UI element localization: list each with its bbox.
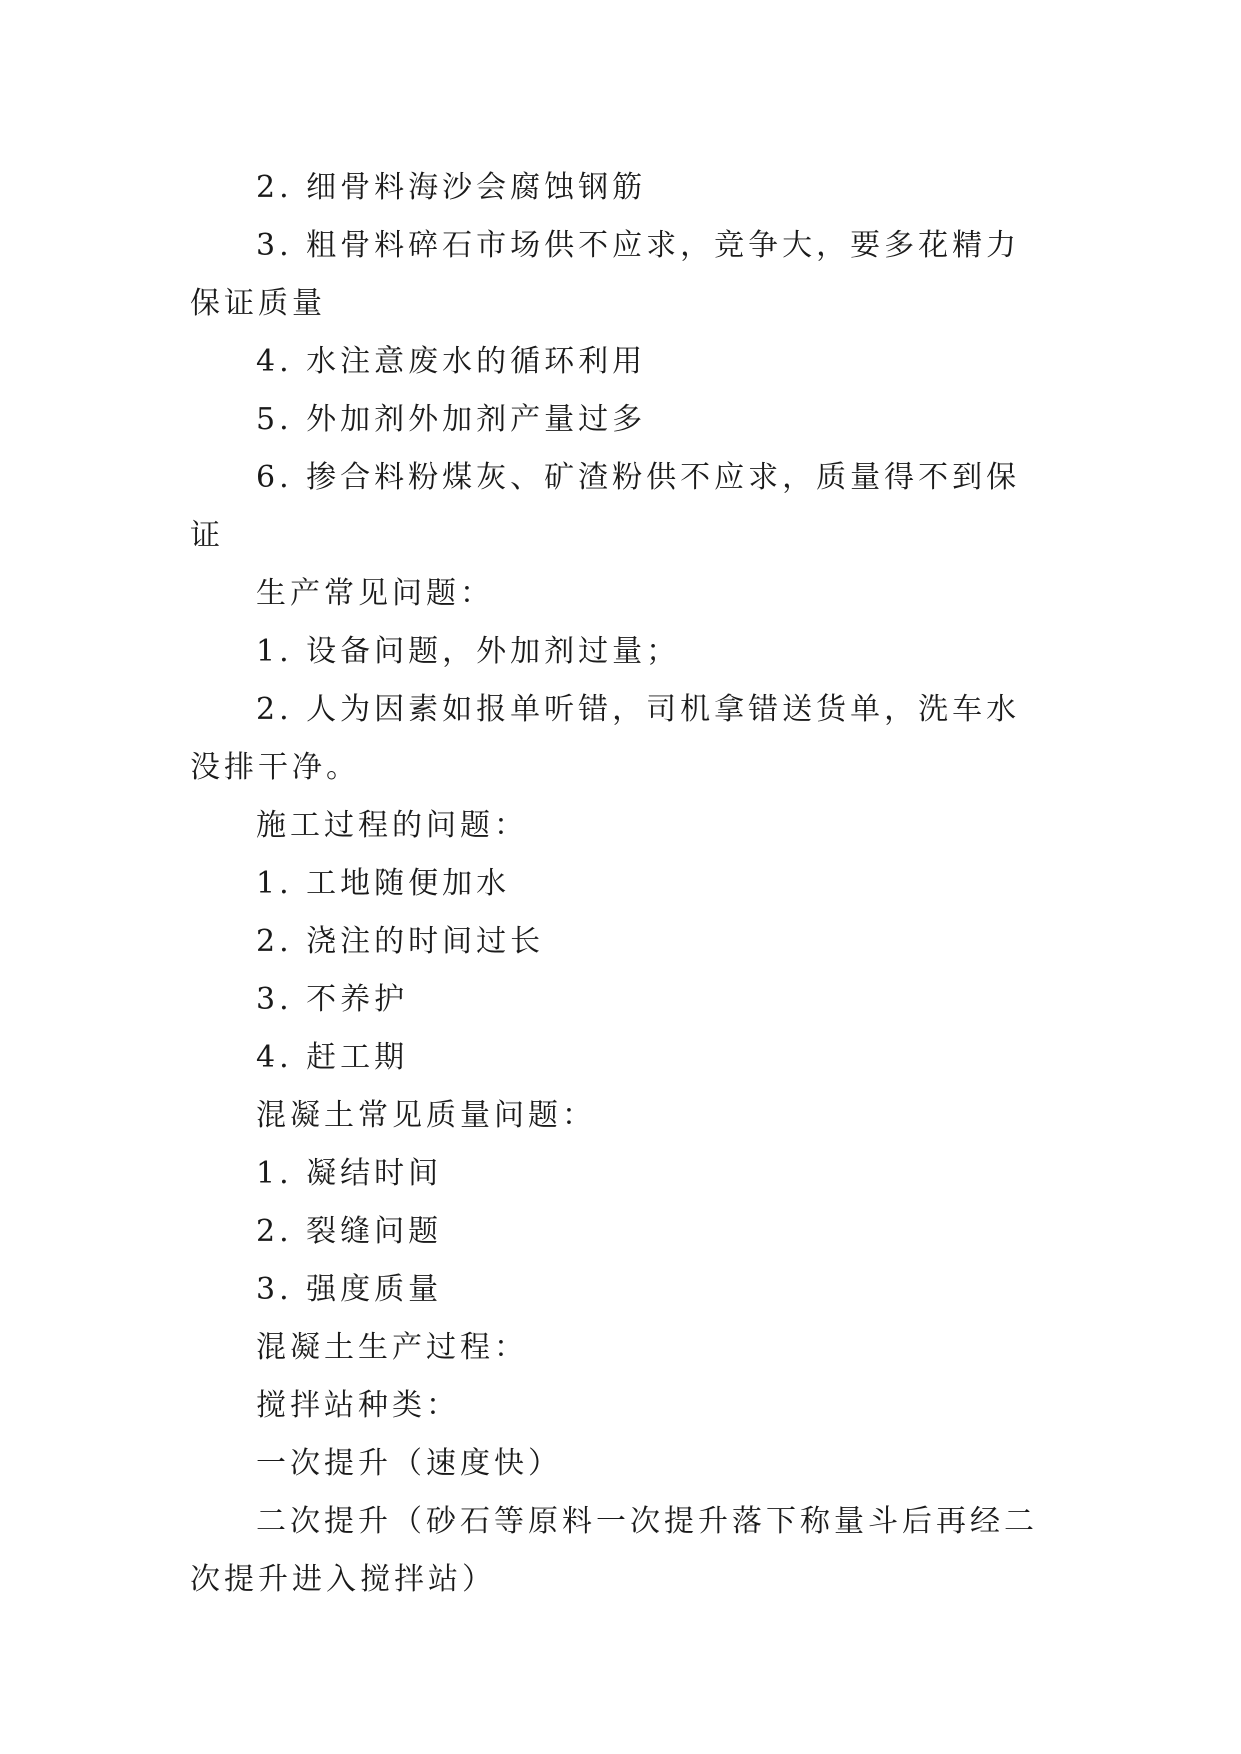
section-heading: 混凝土常见质量问题： [256, 1098, 596, 1133]
paragraph: 2. 细骨料海沙会腐蚀钢筋 [256, 170, 647, 205]
paragraph: 1. 凝结时间 [256, 1156, 443, 1191]
section-heading: 生产常见问题： [256, 576, 494, 611]
paragraph: 一次提升（速度快） [256, 1446, 562, 1481]
paragraph: 4. 赶工期 [256, 1040, 409, 1075]
document-body [190, 159, 1050, 1609]
paragraph: 1. 工地随便加水 [256, 866, 511, 901]
paragraph: 2. 裂缝问题 [256, 1214, 443, 1249]
paragraph: 2. 浇注的时间过长 [256, 924, 545, 959]
section-heading: 搅拌站种类： [256, 1388, 460, 1423]
section-heading: 施工过程的问题： [256, 808, 528, 843]
paragraph: 3. 强度质量 [256, 1272, 443, 1307]
paragraph: 3. 不养护 [256, 982, 409, 1017]
paragraph: 5. 外加剂外加剂产量过多 [256, 402, 647, 437]
paragraph: 6. 掺合料粉煤灰、矿渣粉供不应求，质量得不到保证 [190, 460, 1021, 553]
paragraph: 4. 水注意废水的循环利用 [256, 344, 647, 379]
paragraph: 3. 粗骨料碎石市场供不应求，竞争大，要多花精力保证质量 [190, 228, 1021, 321]
paragraph: 二次提升（砂石等原料一次提升落下称量斗后再经二次提升进入搅拌站） [190, 1504, 1038, 1597]
paragraph: 1. 设备问题，外加剂过量； [256, 634, 681, 669]
paragraph: 2. 人为因素如报单听错，司机拿错送货单，洗车水没排干净。 [190, 692, 1021, 785]
section-heading: 混凝土生产过程： [256, 1330, 528, 1365]
